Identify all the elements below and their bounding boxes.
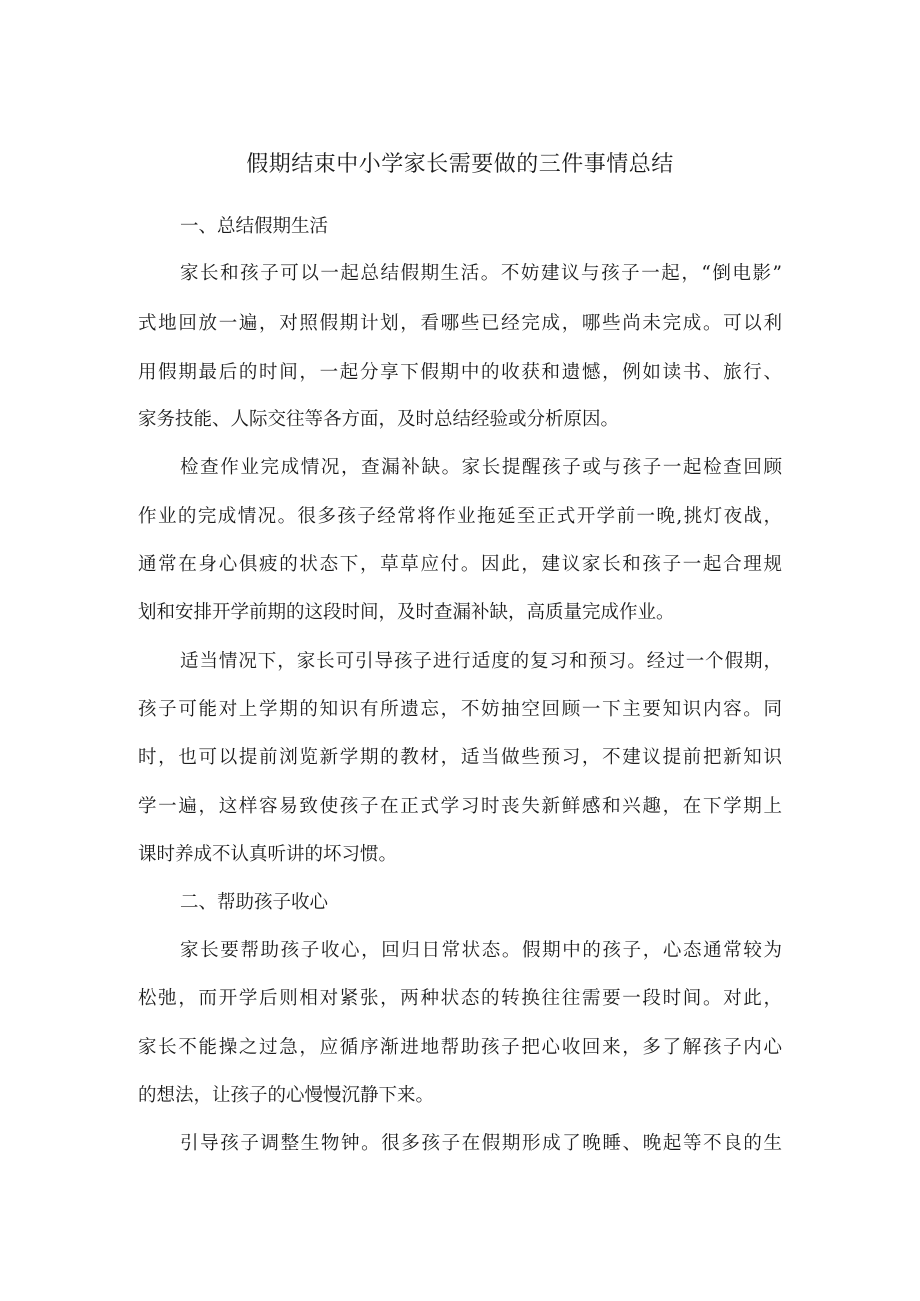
paragraph-line: 引导孩子调整生物钟。很多孩子在假期形成了晚睡、晚起等不良的生 [180, 1133, 782, 1154]
paragraph-line: 家务技能、人际交往等各方面，及时总结经验或分析原因。 [138, 409, 620, 430]
paragraph-line: 检查作业完成情况，查漏补缺。家长提醒孩子或与孩子一起检查回顾 [180, 457, 782, 478]
section-heading-2: 二、帮助孩子收心 [180, 892, 329, 913]
paragraph-line: 划和安排开学前期的这段时间，及时查漏补缺，高质量完成作业。 [138, 602, 675, 623]
paragraph-line: 式地回放一遍，对照假期计划，看哪些已经完成，哪些尚未完成。可以利 [138, 313, 782, 334]
paragraph-line: 家长要帮助孩子收心，回归日常状态。假期中的孩子，心态通常较为 [180, 940, 782, 961]
paragraph-line: 通常在身心俱疲的状态下，草草应付。因此，建议家长和孩子一起合理规 [138, 554, 782, 575]
paragraph-line: 适当情况下，家长可引导孩子进行适度的复习和预习。经过一个假期， [180, 651, 782, 672]
section-heading-1: 一、总结假期生活 [180, 216, 329, 237]
paragraph-line: 课时养成不认真听讲的坏习惯。 [138, 844, 398, 865]
paragraph-line: 松弛，而开学后则相对紧张，两种状态的转换往往需要一段时间。对此， [138, 988, 782, 1009]
paragraph-line: 家长不能操之过急，应循序渐进地帮助孩子把心收回来，多了解孩子内心 [138, 1037, 782, 1058]
paragraph-line: 学一遍，这样容易致使孩子在正式学习时丧失新鲜感和兴趣，在下学期上 [138, 796, 782, 817]
paragraph-line: 的想法，让孩子的心慢慢沉静下来。 [138, 1085, 435, 1106]
paragraph-line: 时，也可以提前浏览新学期的教材，适当做些预习，不建议提前把新知识 [138, 747, 782, 768]
paragraph-line: 作业的完成情况。很多孩子经常将作业拖延至正式开学前一晚,挑灯夜战， [138, 506, 782, 527]
paragraph-line: 用假期最后的时间，一起分享下假期中的收获和遗憾，例如读书、旅行、 [138, 362, 782, 383]
paragraph-line: 家长和孩子可以一起总结假期生活。不妨建议与孩子一起，“倒电影” [180, 263, 782, 284]
page-title: 假期结束中小学家长需要做的三件事情总结 [246, 152, 674, 177]
paragraph-line: 孩子可能对上学期的知识有所遗忘，不妨抽空回顾一下主要知识内容。同 [138, 699, 782, 720]
